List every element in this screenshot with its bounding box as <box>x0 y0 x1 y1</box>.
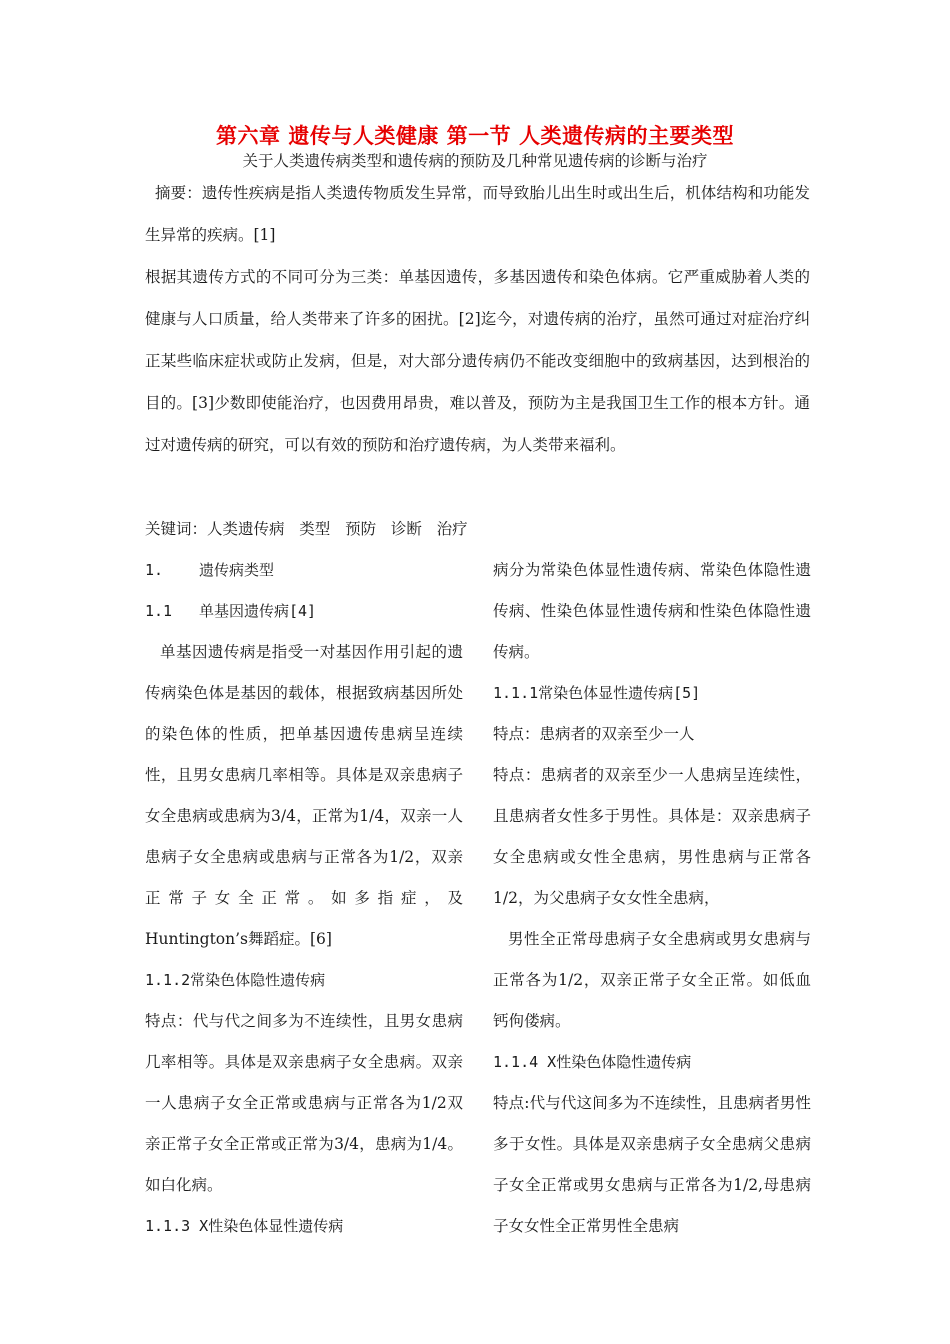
section-number: 1. <box>145 561 164 579</box>
left-column <box>145 550 463 1247</box>
keywords-line: 关键词：人类遗传病 类型 预防 诊断 治疗 <box>145 520 468 538</box>
single-gene-paragraph: 单基因遗传病是指受一对基因作用引起的遗传病染色体是基因的载体，根据致病基因所处的染色体的性质，把单基因遗传患病呈连续性，且男女患病几率相等。具体是双亲患病子女全患病或患病为3/4，正常为1/4，双亲一人患病子女全患病或患病与正常各为1/2，双亲正常子女全正常。如多指症，及Huntington’s舞蹈症。[6] <box>145 643 463 948</box>
section-heading-1-1-3: 1.1.3 X性染色体显性遗传病 <box>145 1217 344 1235</box>
classification-paragraph: 病分为常染色体显性遗传病、常染色体隐性遗传病、性染色体显性遗传病和性染色体隐性遗传病。 <box>493 561 811 661</box>
section-title: 单基因遗传病[4] <box>199 602 317 620</box>
section-number: 1.1 <box>145 602 173 620</box>
section-heading-1-1-1: 1.1.1常染色体显性遗传病[5] <box>493 684 701 702</box>
recessive-paragraph: 特点：代与代之间多为不连续性，且男女患病几率相等。具体是双亲患病子女全患病。双亲一人患病子女全正常或患病与正常各为1/2双亲正常子女全正常或正常为3/4，患病为1/4。如白化病。 <box>145 1012 463 1194</box>
x-recessive-paragraph: 特点:代与代这间多为不连续性，且患病者男性多于女性。具体是双亲患病子女全患病父患病子女全正常或男女患病与正常各为1/2,母患病子女女性全正常男性全患病 <box>493 1094 811 1235</box>
abstract-section <box>145 172 810 466</box>
document-subtitle: 关于人类遗传病类型和遗传病的预防及几种常见遗传病的诊断与治疗 <box>242 152 708 170</box>
right-column <box>493 550 811 1247</box>
abstract-paragraph: 摘要：遗传性疾病是指人类遗传物质发生异常，而导致胎儿出生时或出生后，机体结构和功能发生异常的疾病。[1] <box>145 184 810 244</box>
section-heading-1-1 <box>145 591 463 632</box>
abstract-body-paragraph: 根据其遗传方式的不同可分为三类：单基因遗传，多基因遗传和染色体病。它严重威胁着人类的健康与人口质量，给人类带来了许多的困扰。[2]迄今，对遗传病的治疗，虽然可通过对症治疗纠正某些临床症状或防止发病，但是，对大部分遗传病仍不能改变细胞中的致病基因，达到根治的目的。[3]少数即使能治疗，也因费用昂贵，难以普及，预防为主是我国卫生工作的根本方针。通过对遗传病的研究，可以有效的预防和治疗遗传病，为人类带来福利。 <box>145 268 810 454</box>
dominant-paragraph: 特点：患病者的双亲至少一人患病呈连续性，且患病者女性多于男性。具体是：双亲患病子女全患病或女性全患病，男性患病与正常各1/2，为父患病子女女性全患病， <box>493 766 811 907</box>
section-title: 遗传病类型 <box>199 561 275 579</box>
feature-line: 特点：患病者的双亲至少一人 <box>493 725 695 743</box>
dominant-paragraph-cont: 男性全正常母患病子女全患病或男女患病与正常各为1/2，双亲正常子女全正常。如低血钙佝偻病。 <box>493 930 811 1030</box>
document-title: 第六章 遗传与人类健康 第一节 人类遗传病的主要类型 <box>216 123 734 148</box>
section-heading-1-1-4: 1.1.4 X性染色体隐性遗传病 <box>493 1053 692 1071</box>
section-heading-1 <box>145 550 463 591</box>
section-heading-1-1-2: 1.1.2常染色体隐性遗传病 <box>145 971 326 989</box>
